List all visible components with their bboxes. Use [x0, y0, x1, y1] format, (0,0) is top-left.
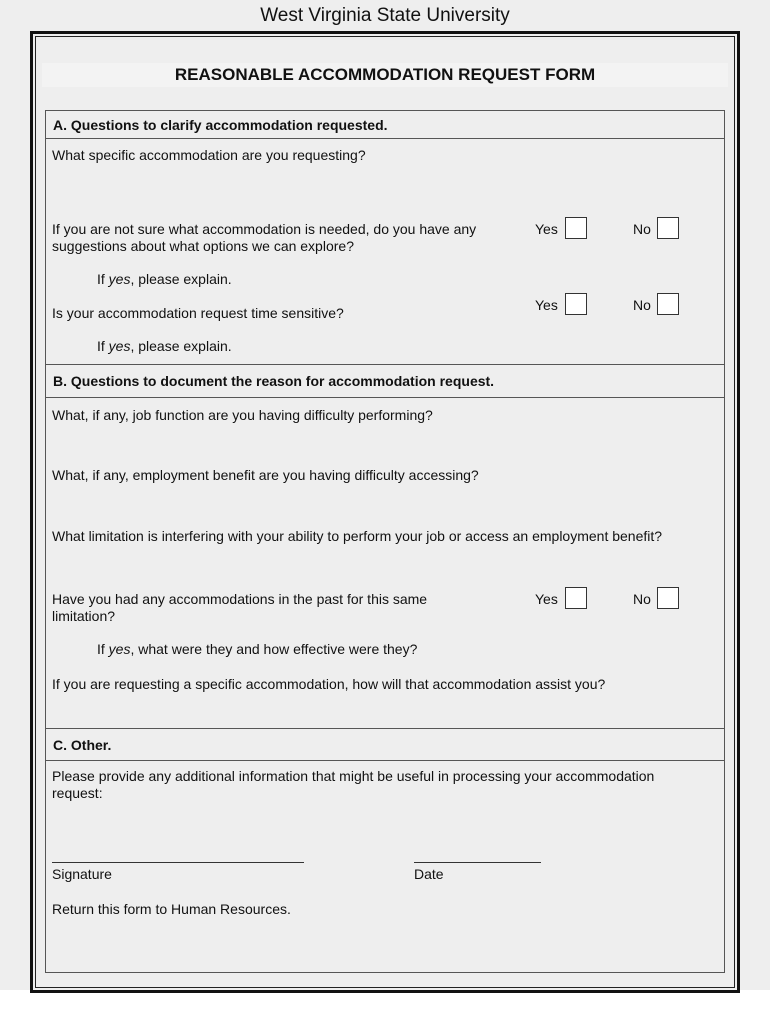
section-b-top-divider: [45, 364, 725, 365]
section-a-q3: Is your accommodation request time sensitive?: [52, 305, 344, 321]
section-b-q4-no-checkbox[interactable]: [657, 587, 679, 609]
date-label: Date: [414, 866, 444, 882]
section-a-q3-yes-checkbox[interactable]: [565, 293, 587, 315]
section-b-q2: What, if any, employment benefit are you having difficulty accessing?: [52, 467, 479, 483]
section-b-q4-yes-checkbox[interactable]: [565, 587, 587, 609]
section-a-q1: What specific accommodation are you requesting?: [52, 147, 366, 163]
section-b-q1: What, if any, job function are you having difficulty performing?: [52, 407, 433, 423]
section-b-q4-line1: Have you had any accommodations in the past for this same: [52, 591, 428, 607]
section-b-q4-yes-label: Yes: [535, 591, 558, 607]
signature-line[interactable]: [52, 862, 304, 863]
section-b-divider: [45, 397, 725, 398]
section-c-divider: [45, 760, 725, 761]
section-a-q2-followup: If yes, please explain.: [97, 271, 232, 287]
section-b-q4-no-label: No: [633, 591, 651, 607]
section-a-q2-yes-label: Yes: [535, 221, 558, 237]
section-c-top-divider: [45, 728, 725, 729]
section-a-divider: [45, 138, 725, 139]
section-a-q2-no-checkbox[interactable]: [657, 217, 679, 239]
section-b-q4-line2: limitation?: [52, 608, 116, 624]
section-a-q2-no-label: No: [633, 221, 651, 237]
return-note: Return this form to Human Resources.: [52, 901, 291, 917]
university-name: West Virginia State University: [260, 5, 510, 26]
signature-label: Signature: [52, 866, 112, 882]
section-b-q4-followup: If yes, what were they and how effective were they?: [97, 641, 418, 657]
section-c-heading: C. Other.: [53, 737, 112, 753]
section-a-q2-yes-checkbox[interactable]: [565, 217, 587, 239]
section-b-q3: What limitation is interfering with your ability to perform your job or access an employment benefit?: [52, 528, 663, 544]
section-a-q2-line2: suggestions about what options we can explore?: [52, 238, 354, 254]
section-b-q5: If you are requesting a specific accommodation, how will that accommodation assist you?: [52, 676, 606, 692]
section-b-heading: B. Questions to document the reason for accommodation request.: [53, 373, 495, 389]
section-a-q3-followup: If yes, please explain.: [97, 338, 232, 354]
section-a-q3-yes-label: Yes: [535, 297, 558, 313]
section-a-q2-line1: If you are not sure what accommodation is needed, do you have any: [52, 221, 477, 237]
section-c-q1-line1: Please provide any additional information that might be useful in processing your accommodation: [52, 768, 655, 784]
date-line[interactable]: [414, 862, 541, 863]
form-title: REASONABLE ACCOMMODATION REQUEST FORM: [42, 63, 728, 87]
section-a-heading: A. Questions to clarify accommodation requested.: [53, 117, 388, 133]
section-a-q3-no-label: No: [633, 297, 651, 313]
section-c-q1-line2: request:: [52, 785, 103, 801]
section-a-q3-no-checkbox[interactable]: [657, 293, 679, 315]
